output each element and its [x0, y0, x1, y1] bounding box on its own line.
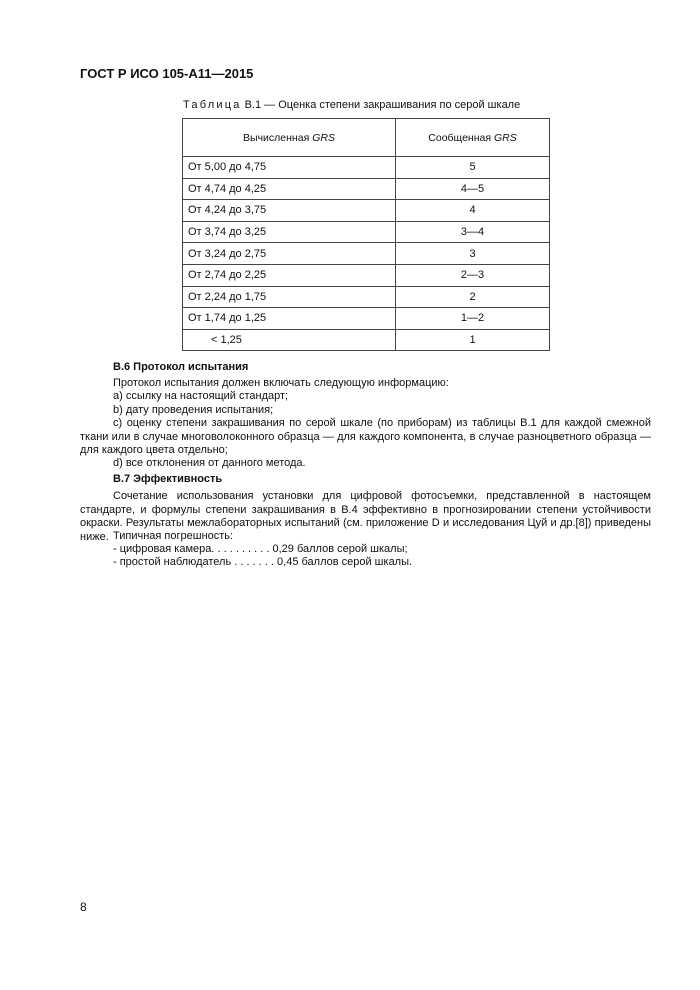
- list-item-d: d) все отклонения от данного метода.: [113, 457, 306, 469]
- range-cell: От 2,24 до 1,75: [183, 286, 396, 308]
- grade-cell: 4—5: [396, 178, 550, 200]
- range-cell: От 5,00 до 4,75: [183, 157, 396, 179]
- grade-cell: 5: [396, 157, 550, 179]
- bullet-item: - цифровая камера. . . . . . . . . . 0,29 баллов серой шкалы;: [113, 543, 408, 555]
- section-b6-intro: Протокол испытания должен включать следующую информацию:: [113, 377, 449, 389]
- list-item-b: b) дату проведения испытания;: [113, 404, 274, 416]
- table-row: [183, 329, 550, 351]
- range-cell: От 3,24 до 2,75: [183, 243, 396, 265]
- grade-cell: 3: [396, 243, 550, 265]
- grs-table: [182, 118, 550, 351]
- table-row: [183, 243, 550, 265]
- table-caption: [183, 99, 520, 111]
- range-cell: От 2,74 до 2,25: [183, 264, 396, 286]
- grade-cell: 3—4: [396, 221, 550, 243]
- table-row: [183, 200, 550, 222]
- page-number: 8: [80, 900, 87, 914]
- table-header-reported: Сообщенная GRS: [396, 119, 550, 157]
- table-row: [183, 178, 550, 200]
- grade-cell: 1—2: [396, 308, 550, 330]
- section-b6-title: В.6 Протокол испытания: [113, 361, 249, 373]
- typical-error-label: Типичная погрешность:: [113, 530, 234, 542]
- grade-cell: 2: [396, 286, 550, 308]
- range-cell: От 4,24 до 3,75: [183, 200, 396, 222]
- table-row: [183, 308, 550, 330]
- bullet-item: - простой наблюдатель . . . . . . . 0,45 баллов серой шкалы.: [113, 556, 413, 568]
- range-cell: От 1,74 до 1,25: [183, 308, 396, 330]
- table-row: [183, 157, 550, 179]
- table-header-calculated: Вычисленная GRS: [183, 119, 396, 157]
- table-row: [183, 264, 550, 286]
- table-header-row: [183, 119, 550, 157]
- list-item-c: c) оценку степени закрашивания по серой шкале (по приборам) из таблицы В.1 для каждой смежной ткани или в случае многоволоконного образца — для каждого компонента, в случае разноцветного образца — для каждого цвета отдельно;: [80, 417, 651, 456]
- section-b7-title: В.7 Эффективность: [113, 473, 223, 485]
- table-row: [183, 221, 550, 243]
- range-cell: От 4,74 до 4,25: [183, 178, 396, 200]
- range-cell: От 3,74 до 3,25: [183, 221, 396, 243]
- document-code: ГОСТ Р ИСО 105-A11—2015: [80, 66, 254, 81]
- section-b7-paragraph: Сочетание использования установки для цифровой фотосъемки, представленной в настоящем стандарте, и формулы степени закрашивания в В.4 эффективно в прогнозировании степени устойчивости окраски. Результаты межлабораторных испытаний (см. приложение D и исследования Цуй и др.[8]) приведены ниже.: [80, 490, 651, 543]
- table-caption-word: Таблица: [183, 99, 242, 111]
- list-item-a: а) ссылку на настоящий стандарт;: [113, 390, 289, 402]
- range-cell: < 1,25: [183, 329, 396, 351]
- table-row: [183, 286, 550, 308]
- grade-cell: 1: [396, 329, 550, 351]
- grade-cell: 2—3: [396, 264, 550, 286]
- grade-cell: 4: [396, 200, 550, 222]
- table-caption-text: В.1 — Оценка степени закрашивания по серой шкале: [244, 99, 521, 111]
